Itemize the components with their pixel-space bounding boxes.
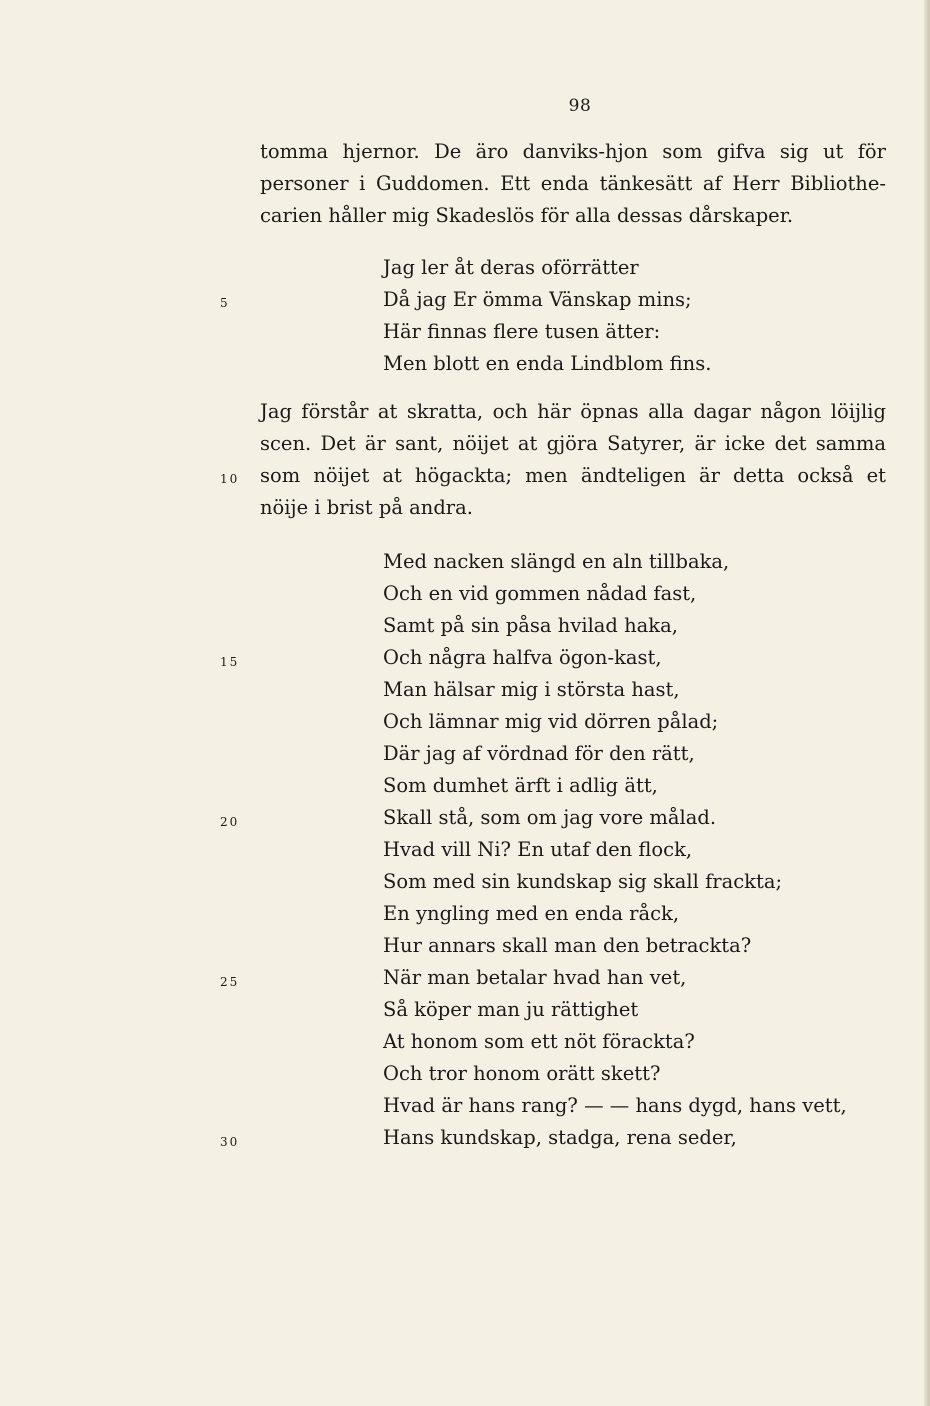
verse-line: Med nacken slängd en aln tillbaka,: [383, 550, 730, 573]
stanza-2: [383, 546, 847, 1154]
verse-line: Så köper man ju rättighet: [383, 998, 639, 1021]
verse-line: Här finnas flere tusen ätter:: [383, 320, 661, 343]
verse-line: Där jag af vördnad för den rätt,: [383, 742, 695, 765]
verse-line: Då jag Er ömma Vänskap mins;: [383, 288, 692, 311]
text-line: tomma hjernor. De äro danviks-hjon som gifva sig ut för: [260, 140, 886, 163]
verse-line: Jag ler åt deras oförrätter: [383, 256, 639, 279]
text-line: Jag förstår at skratta, och här öpnas alla dagar någon löijlig: [260, 400, 886, 423]
verse-line: Och en vid gommen nådad fast,: [383, 582, 697, 605]
line-number: 10: [220, 472, 240, 486]
text-line: som nöijet at högackta; men ändteligen är detta också et: [260, 464, 886, 487]
verse-line: Som med sin kundskap sig skall frackta;: [383, 870, 783, 893]
verse-line: Skall stå, som om jag vore målad.: [383, 806, 717, 829]
line-number: 20: [220, 815, 240, 829]
paragraph-2: [260, 396, 886, 524]
line-number: 15: [220, 655, 240, 669]
line-number: 25: [220, 975, 240, 989]
verse-line: Man hälsar mig i största hast,: [383, 678, 680, 701]
verse-line: Och lämnar mig vid dörren pålad;: [383, 710, 719, 733]
verse-line: Hvad är hans rang? — — hans dygd, hans vett,: [383, 1094, 847, 1117]
verse-line: När man betalar hvad han vet,: [383, 966, 687, 989]
stanza-1: [383, 252, 711, 380]
verse-line: Och några halfva ögon-kast,: [383, 646, 662, 669]
verse-line: Samt på sin påsa hvilad haka,: [383, 614, 678, 637]
verse-line: Hur annars skall man den betrackta?: [383, 934, 752, 957]
verse-line: Hvad vill Ni? En utaf den flock,: [383, 838, 693, 861]
page-edge: [924, 0, 930, 1406]
paragraph-1: [260, 136, 886, 232]
verse-line: Hans kundskap, stadga, rena seder,: [383, 1126, 737, 1149]
verse-line: Som dumhet ärft i adlig ätt,: [383, 774, 658, 797]
text-line: personer i Guddomen. Ett enda tänkesätt af Herr Bibliothe-: [260, 172, 886, 195]
line-number: 5: [220, 296, 230, 310]
text-line: scen. Det är sant, nöijet at gjöra Satyrer, är icke det samma: [260, 432, 886, 455]
verse-line: Och tror honom orätt skett?: [383, 1062, 661, 1085]
verse-line: At honom som ett nöt förackta?: [383, 1030, 695, 1053]
page-number: 98: [568, 96, 592, 116]
text-line: nöije i brist på andra.: [260, 496, 473, 519]
verse-line: En yngling med en enda råck,: [383, 902, 680, 925]
line-number: 30: [220, 1135, 240, 1149]
text-line: carien håller mig Skadeslös för alla dessas dårskaper.: [260, 204, 794, 227]
verse-line: Men blott en enda Lindblom fins.: [383, 352, 712, 375]
